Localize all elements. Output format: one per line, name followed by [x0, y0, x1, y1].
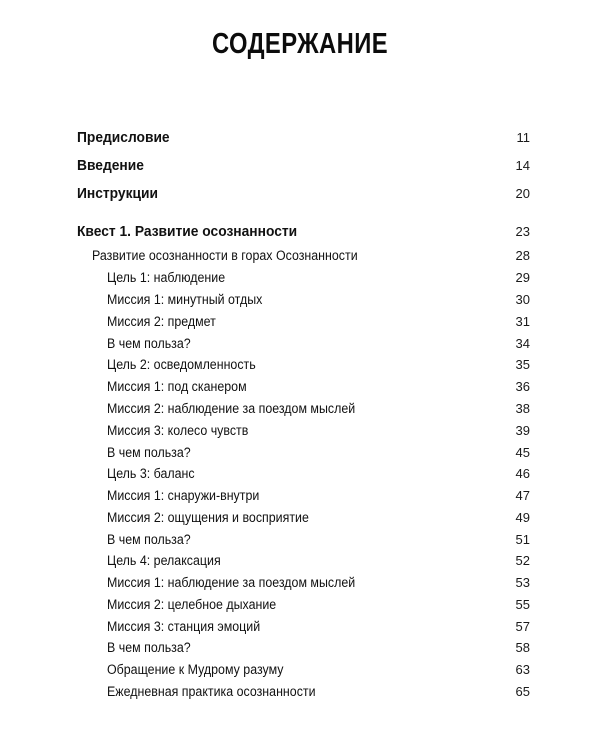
toc-entry-mission[interactable] [0, 616, 600, 638]
toc-page-number: 57 [515, 619, 530, 634]
toc-entry-label: В чем польза? [107, 532, 191, 547]
toc-entry-quest-1[interactable] [0, 221, 600, 243]
toc-page-number: 11 [516, 130, 530, 145]
toc-page-number: 38 [515, 401, 530, 416]
toc-entry-label: Квест 1. Развитие осознанности [77, 223, 298, 240]
toc-entry-benefit[interactable] [0, 529, 600, 551]
toc-entry-wise-mind[interactable] [0, 659, 600, 681]
toc-entry-benefit[interactable] [0, 442, 600, 464]
toc-entry-mission[interactable] [0, 311, 600, 333]
toc-page-number: 63 [515, 662, 530, 677]
toc-entry-label: Миссия 2: предмет [107, 314, 216, 329]
toc-entry-label: Миссия 1: под сканером [107, 379, 247, 394]
toc-entry-label: Миссия 1: минутный отдых [107, 292, 263, 307]
toc-entry-mission[interactable] [0, 398, 600, 420]
toc-entry-mission[interactable] [0, 572, 600, 594]
page-title: СОДЕРЖАНИЕ [211, 28, 389, 60]
toc-entry-label: В чем польза? [107, 445, 191, 460]
toc-page-number: 45 [515, 445, 530, 460]
toc-entry-mission[interactable] [0, 507, 600, 529]
toc-page-number: 47 [515, 488, 530, 503]
toc-page-number: 30 [515, 292, 530, 307]
toc-entry-label: Миссия 2: ощущения и восприятие [107, 510, 309, 525]
toc-entry-label: Миссия 3: станция эмоций [107, 619, 261, 634]
toc-entry-daily-practice[interactable] [0, 681, 600, 703]
toc-page-number: 49 [515, 510, 530, 525]
toc-entry-goal-1[interactable] [0, 267, 600, 289]
toc-entry-label: Инструкции [77, 185, 158, 202]
toc-page-number: 20 [515, 186, 530, 201]
toc-entry-label: Развитие осознанности в горах Осознанности [92, 248, 358, 263]
toc-page-number: 55 [515, 597, 530, 612]
toc-page-number: 29 [515, 270, 530, 285]
toc-entry-introduction[interactable] [0, 155, 600, 177]
toc-entry-benefit[interactable] [0, 333, 600, 355]
toc-entry-label: В чем польза? [107, 640, 191, 655]
toc-entry-preface[interactable] [0, 127, 600, 149]
toc-entry-benefit[interactable] [0, 637, 600, 659]
toc-entry-instructions[interactable] [0, 183, 600, 205]
toc-entry-label: Предисловие [77, 129, 170, 146]
toc-page-number: 65 [515, 684, 530, 699]
toc-entry-label: Ежедневная практика осознанности [107, 684, 316, 699]
toc-entry-mission[interactable] [0, 420, 600, 442]
toc-page-number: 39 [515, 423, 530, 438]
toc-entry-label: Цель 2: осведомленность [107, 357, 256, 372]
toc-page-number: 23 [515, 224, 530, 239]
toc-entry-goal-3[interactable] [0, 463, 600, 485]
toc-page-number: 28 [515, 248, 530, 263]
toc-entry-mission[interactable] [0, 594, 600, 616]
toc-page-number: 36 [515, 379, 530, 394]
toc-page-number: 46 [515, 466, 530, 481]
toc-entry-label: Миссия 2: целебное дыхание [107, 597, 277, 612]
toc-page-number: 35 [515, 357, 530, 372]
toc-entry-goal-2[interactable] [0, 354, 600, 376]
toc-page-number: 58 [515, 640, 530, 655]
toc-entry-label: Введение [77, 157, 144, 174]
toc-entry-mission[interactable] [0, 289, 600, 311]
toc-page-number: 31 [515, 314, 530, 329]
toc-entry-label: Цель 3: баланс [107, 466, 195, 481]
toc-page-number: 14 [515, 158, 530, 173]
toc-entry-goal-4[interactable] [0, 550, 600, 572]
toc-page-number: 34 [515, 336, 530, 351]
toc-page-number: 51 [515, 532, 530, 547]
toc-entry-label: Миссия 3: колесо чувств [107, 423, 249, 438]
toc-entry-label: Обращение к Мудрому разуму [107, 662, 284, 677]
toc-page-number: 53 [515, 575, 530, 590]
toc-entry-label: Миссия 2: наблюдение за поездом мыслей [107, 401, 356, 416]
toc-entry-section[interactable] [0, 245, 600, 267]
toc-entry-label: Цель 1: наблюдение [107, 270, 226, 285]
toc-entry-mission[interactable] [0, 376, 600, 398]
toc-entry-mission[interactable] [0, 485, 600, 507]
toc-entry-label: Миссия 1: снаружи-внутри [107, 488, 260, 503]
toc-entry-label: Миссия 1: наблюдение за поездом мыслей [107, 575, 356, 590]
toc-entry-label: Цель 4: релаксация [107, 553, 221, 568]
toc-page-number: 52 [515, 553, 530, 568]
toc-entry-label: В чем польза? [107, 336, 191, 351]
